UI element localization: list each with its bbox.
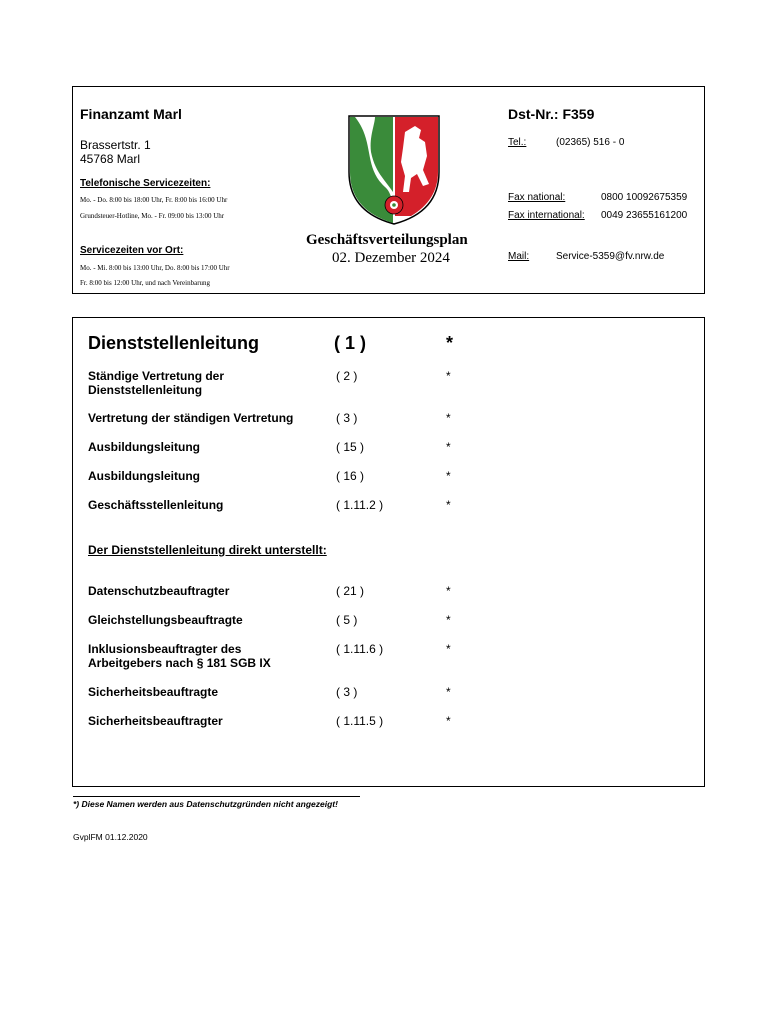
role-name: * xyxy=(446,469,451,483)
fax-international-value: 0049 23655161200 xyxy=(601,210,688,221)
role-label: Sicherheitsbeauftragter xyxy=(88,714,223,728)
leader-number: ( 1 ) xyxy=(334,333,367,353)
footnote: *) Diese Namen werden aus Datenschutzgründen nicht angezeigt! xyxy=(73,799,338,809)
role-label-line: Inklusionsbeauftragter des xyxy=(88,642,242,656)
role-name: * xyxy=(446,613,451,627)
role-number: ( 15 ) xyxy=(336,440,365,454)
role-name: * xyxy=(446,369,451,383)
tel-label: Tel.: xyxy=(508,137,527,148)
role-label: Gleichstellungsbeauftragte xyxy=(88,613,243,627)
role-number: ( 3 ) xyxy=(336,685,358,699)
role-name: * xyxy=(446,642,451,656)
role-label xyxy=(88,369,224,397)
subordinate-heading: Der Dienststellenleitung direkt unterstellt: xyxy=(88,543,327,557)
phone-service-heading: Telefonische Servicezeiten: xyxy=(80,178,211,189)
role-label: Ausbildungsleitung xyxy=(88,469,200,483)
role-name: * xyxy=(446,498,451,512)
role-name: * xyxy=(446,584,451,598)
nrw-coat-of-arms-icon xyxy=(345,112,443,228)
tel-value: (02365) 516 - 0 xyxy=(556,137,625,148)
role-number: ( 1.11.5 ) xyxy=(336,714,384,728)
role-label: Geschäftsstellenleitung xyxy=(88,498,224,512)
leader-name: * xyxy=(446,333,454,353)
onsite-heading: Servicezeiten vor Ort: xyxy=(80,245,184,256)
office-name: Finanzamt Marl xyxy=(80,106,182,122)
role-label xyxy=(88,642,271,670)
role-number: ( 1.11.6 ) xyxy=(336,642,384,656)
mail-value: Service-5359@fv.nrw.de xyxy=(556,251,665,262)
onsite-line2: Fr. 8:00 bis 12:00 Uhr, und nach Vereinbarung xyxy=(80,279,211,287)
phone-hours-line2: Grundsteuer-Hotline, Mo. - Fr. 09:00 bis 13:00 Uhr xyxy=(80,212,225,220)
footnote-rule xyxy=(73,796,360,797)
plan-title: Geschäftsverteilungsplan xyxy=(306,232,468,248)
street: Brassertstr. 1 xyxy=(80,138,151,152)
role-name: * xyxy=(446,440,451,454)
dst-nr: Dst-Nr.: F359 xyxy=(508,106,595,122)
phone-hours-line1: Mo. - Do. 8:00 bis 18:00 Uhr, Fr. 8:00 bis 16:00 Uhr xyxy=(80,196,228,204)
role-number: ( 2 ) xyxy=(336,369,358,383)
role-label-line: Ständige Vertretung der xyxy=(88,369,225,383)
fax-international-label: Fax international: xyxy=(508,210,585,221)
mail-label: Mail: xyxy=(508,251,530,262)
role-name: * xyxy=(446,411,451,425)
fax-national-label: Fax national: xyxy=(508,192,566,203)
role-label: Vertretung der ständigen Vertretung xyxy=(88,411,294,425)
role-name: * xyxy=(446,685,451,699)
role-name: * xyxy=(446,714,451,728)
role-label: Sicherheitsbeauftragte xyxy=(88,685,219,699)
role-number: ( 1.11.2 ) xyxy=(336,498,384,512)
role-label-line: Dienststellenleitung xyxy=(88,383,203,397)
leader-label: Dienststellenleitung xyxy=(88,333,260,353)
plan-date: 02. Dezember 2024 xyxy=(332,250,450,266)
role-label: Datenschutzbeauftragter xyxy=(88,584,230,598)
fax-national-value: 0800 10092675359 xyxy=(601,192,688,203)
role-number: ( 16 ) xyxy=(336,469,365,483)
onsite-line1: Mo. - Mi. 8:00 bis 13:00 Uhr, Do. 8:00 bis 17:00 Uhr xyxy=(80,264,230,272)
city: 45768 Marl xyxy=(80,152,141,166)
role-number: ( 3 ) xyxy=(336,411,358,425)
doc-id: GvplFM 01.12.2020 xyxy=(73,832,148,842)
role-label-line: Arbeitgebers nach § 181 SGB IX xyxy=(88,656,271,670)
role-number: ( 21 ) xyxy=(336,584,365,598)
role-label: Ausbildungsleitung xyxy=(88,440,200,454)
role-number: ( 5 ) xyxy=(336,613,358,627)
